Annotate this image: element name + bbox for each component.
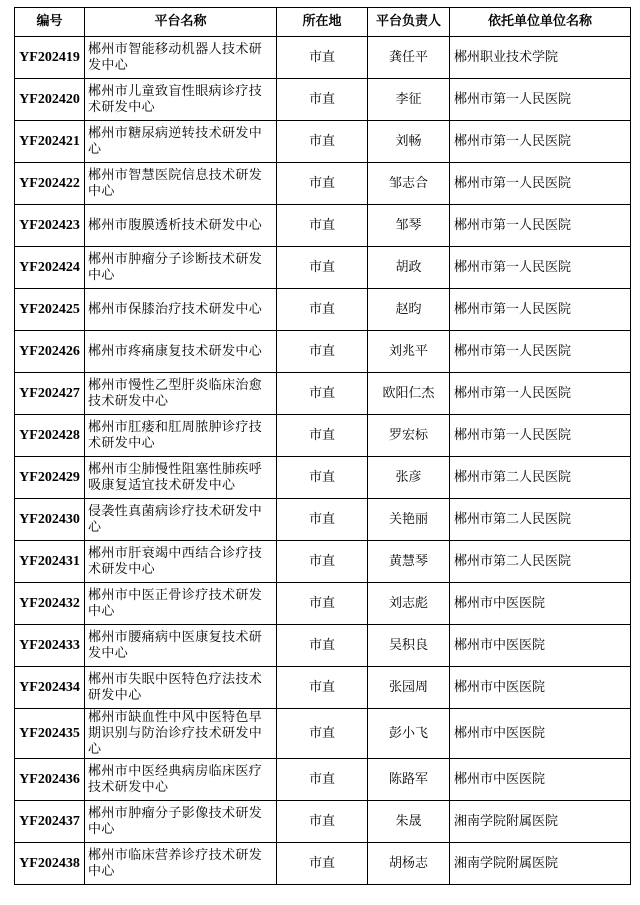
cell-location: 市直 xyxy=(277,541,368,583)
cell-code: YF202421 xyxy=(15,121,85,163)
cell-location: 市直 xyxy=(277,37,368,79)
cell-org: 郴州市第一人民医院 xyxy=(450,373,631,415)
cell-location: 市直 xyxy=(277,289,368,331)
cell-platform-name: 郴州市慢性乙型肝炎临床治愈技术研发中心 xyxy=(85,373,277,415)
cell-org: 郴州市第一人民医院 xyxy=(450,289,631,331)
cell-code: YF202433 xyxy=(15,625,85,667)
cell-location: 市直 xyxy=(277,843,368,885)
table-row xyxy=(15,289,631,331)
cell-org: 郴州市第一人民医院 xyxy=(450,163,631,205)
cell-leader: 黄慧琴 xyxy=(368,541,450,583)
cell-leader: 刘兆平 xyxy=(368,331,450,373)
cell-location: 市直 xyxy=(277,709,368,759)
cell-location: 市直 xyxy=(277,583,368,625)
cell-leader: 刘志彪 xyxy=(368,583,450,625)
header-name: 平台名称 xyxy=(85,8,277,37)
cell-location: 市直 xyxy=(277,457,368,499)
cell-platform-name: 郴州市智能移动机器人技术研发中心 xyxy=(85,37,277,79)
cell-platform-name: 郴州市肿瘤分子诊断技术研发中心 xyxy=(85,247,277,289)
cell-platform-name: 郴州市糖尿病逆转技术研发中心 xyxy=(85,121,277,163)
cell-org: 湘南学院附属医院 xyxy=(450,801,631,843)
cell-org: 郴州市第一人民医院 xyxy=(450,121,631,163)
cell-org: 郴州市第二人民医院 xyxy=(450,499,631,541)
cell-code: YF202436 xyxy=(15,759,85,801)
header-location: 所在地 xyxy=(277,8,368,37)
cell-code: YF202428 xyxy=(15,415,85,457)
table-row xyxy=(15,37,631,79)
cell-leader: 关艳丽 xyxy=(368,499,450,541)
cell-org: 郴州职业技术学院 xyxy=(450,37,631,79)
cell-code: YF202420 xyxy=(15,79,85,121)
cell-leader: 龚任平 xyxy=(368,37,450,79)
cell-leader: 陈路军 xyxy=(368,759,450,801)
table-body xyxy=(15,37,631,885)
cell-platform-name: 郴州市缺血性中风中医特色早期识别与防治诊疗技术研发中心 xyxy=(85,709,277,759)
cell-platform-name: 郴州市肿瘤分子影像技术研发中心 xyxy=(85,801,277,843)
cell-platform-name: 郴州市失眠中医特色疗法技术研发中心 xyxy=(85,667,277,709)
cell-location: 市直 xyxy=(277,79,368,121)
table-row xyxy=(15,709,631,759)
cell-platform-name: 郴州市腰痛病中医康复技术研发中心 xyxy=(85,625,277,667)
table-row xyxy=(15,121,631,163)
cell-platform-name: 郴州市保膝治疗技术研发中心 xyxy=(85,289,277,331)
cell-org: 郴州市中医医院 xyxy=(450,625,631,667)
cell-code: YF202438 xyxy=(15,843,85,885)
cell-org: 郴州市第二人民医院 xyxy=(450,541,631,583)
cell-location: 市直 xyxy=(277,801,368,843)
cell-leader: 胡杨志 xyxy=(368,843,450,885)
cell-platform-name: 郴州市儿童致盲性眼病诊疗技术研发中心 xyxy=(85,79,277,121)
cell-org: 湘南学院附属医院 xyxy=(450,843,631,885)
table-row xyxy=(15,373,631,415)
cell-code: YF202437 xyxy=(15,801,85,843)
cell-platform-name: 郴州市智慧医院信息技术研发中心 xyxy=(85,163,277,205)
header-leader: 平台负责人 xyxy=(368,8,450,37)
cell-location: 市直 xyxy=(277,373,368,415)
cell-org: 郴州市第一人民医院 xyxy=(450,247,631,289)
table-row xyxy=(15,457,631,499)
table-row xyxy=(15,843,631,885)
cell-platform-name: 郴州市尘肺慢性阻塞性肺疾呼吸康复适宜技术研发中心 xyxy=(85,457,277,499)
cell-code: YF202431 xyxy=(15,541,85,583)
table-row xyxy=(15,499,631,541)
table-row xyxy=(15,583,631,625)
cell-platform-name: 侵袭性真菌病诊疗技术研发中心 xyxy=(85,499,277,541)
cell-code: YF202419 xyxy=(15,37,85,79)
cell-platform-name: 郴州市肝衰竭中西结合诊疗技术研发中心 xyxy=(85,541,277,583)
cell-code: YF202427 xyxy=(15,373,85,415)
table-row xyxy=(15,247,631,289)
table-row xyxy=(15,331,631,373)
cell-code: YF202424 xyxy=(15,247,85,289)
cell-code: YF202423 xyxy=(15,205,85,247)
cell-org: 郴州市第二人民医院 xyxy=(450,457,631,499)
cell-platform-name: 郴州市中医经典病房临床医疗技术研发中心 xyxy=(85,759,277,801)
cell-leader: 张彦 xyxy=(368,457,450,499)
cell-location: 市直 xyxy=(277,499,368,541)
cell-code: YF202429 xyxy=(15,457,85,499)
cell-code: YF202426 xyxy=(15,331,85,373)
table-header-row xyxy=(15,8,631,37)
cell-platform-name: 郴州市临床营养诊疗技术研发中心 xyxy=(85,843,277,885)
cell-location: 市直 xyxy=(277,759,368,801)
cell-leader: 吴积良 xyxy=(368,625,450,667)
cell-leader: 李征 xyxy=(368,79,450,121)
table-row xyxy=(15,541,631,583)
cell-org: 郴州市第一人民医院 xyxy=(450,79,631,121)
table-row xyxy=(15,205,631,247)
cell-leader: 张园周 xyxy=(368,667,450,709)
table-row xyxy=(15,801,631,843)
cell-location: 市直 xyxy=(277,205,368,247)
table-row xyxy=(15,163,631,205)
cell-location: 市直 xyxy=(277,415,368,457)
cell-code: YF202435 xyxy=(15,709,85,759)
cell-leader: 胡政 xyxy=(368,247,450,289)
cell-code: YF202432 xyxy=(15,583,85,625)
cell-code: YF202430 xyxy=(15,499,85,541)
cell-org: 郴州市中医医院 xyxy=(450,759,631,801)
cell-leader: 刘畅 xyxy=(368,121,450,163)
header-org: 依托单位单位名称 xyxy=(450,8,631,37)
cell-org: 郴州市第一人民医院 xyxy=(450,415,631,457)
cell-org: 郴州市中医医院 xyxy=(450,709,631,759)
cell-platform-name: 郴州市腹膜透析技术研发中心 xyxy=(85,205,277,247)
cell-platform-name: 郴州市疼痛康复技术研发中心 xyxy=(85,331,277,373)
cell-leader: 罗宏标 xyxy=(368,415,450,457)
cell-code: YF202434 xyxy=(15,667,85,709)
header-code: 编号 xyxy=(15,8,85,37)
cell-leader: 赵昀 xyxy=(368,289,450,331)
cell-location: 市直 xyxy=(277,667,368,709)
cell-org: 郴州市中医医院 xyxy=(450,667,631,709)
cell-code: YF202425 xyxy=(15,289,85,331)
cell-location: 市直 xyxy=(277,121,368,163)
cell-location: 市直 xyxy=(277,331,368,373)
table-row xyxy=(15,625,631,667)
table-row xyxy=(15,415,631,457)
table-row xyxy=(15,667,631,709)
table-row xyxy=(15,79,631,121)
cell-leader: 邹志合 xyxy=(368,163,450,205)
table-row xyxy=(15,759,631,801)
cell-leader: 邹琴 xyxy=(368,205,450,247)
cell-platform-name: 郴州市肛瘘和肛周脓肿诊疗技术研发中心 xyxy=(85,415,277,457)
cell-location: 市直 xyxy=(277,625,368,667)
cell-leader: 朱晟 xyxy=(368,801,450,843)
cell-org: 郴州市第一人民医院 xyxy=(450,331,631,373)
cell-org: 郴州市第一人民医院 xyxy=(450,205,631,247)
cell-location: 市直 xyxy=(277,247,368,289)
cell-leader: 彭小飞 xyxy=(368,709,450,759)
cell-platform-name: 郴州市中医正骨诊疗技术研发中心 xyxy=(85,583,277,625)
cell-leader: 欧阳仁杰 xyxy=(368,373,450,415)
cell-code: YF202422 xyxy=(15,163,85,205)
cell-location: 市直 xyxy=(277,163,368,205)
cell-org: 郴州市中医医院 xyxy=(450,583,631,625)
platform-table xyxy=(14,7,631,885)
